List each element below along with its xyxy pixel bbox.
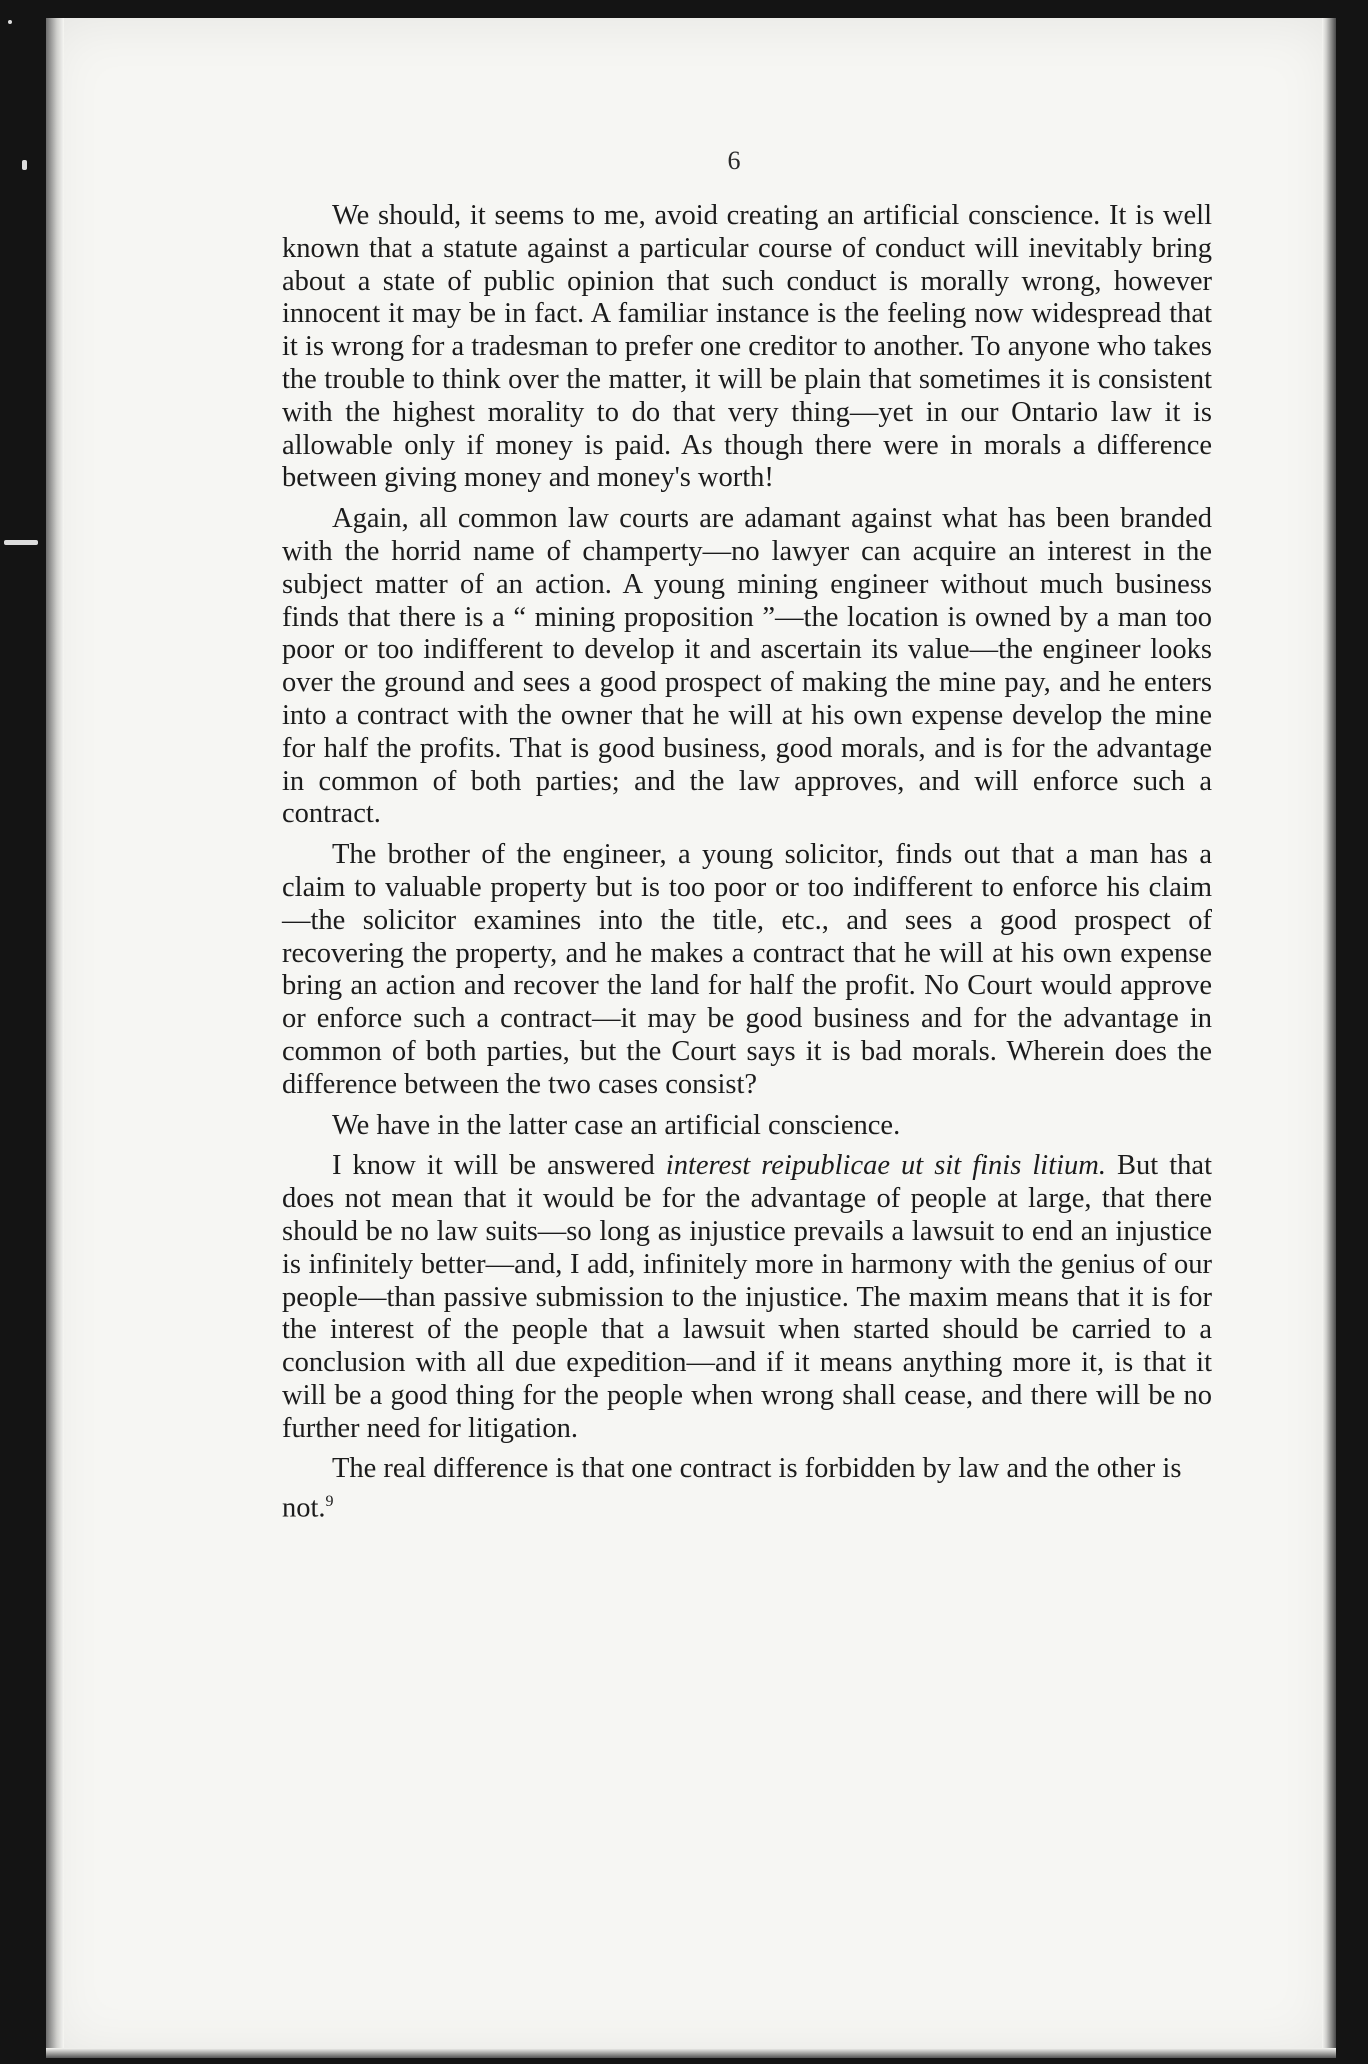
- paragraph: We have in the latter case an artificial conscience.: [332, 1109, 901, 1141]
- paragraph: [282, 1453, 1212, 1525]
- page-edge-right: [1322, 18, 1336, 2058]
- scan-speck: [4, 540, 38, 545]
- scan-speck: [22, 160, 27, 170]
- document-page: [46, 18, 1336, 2058]
- paragraph-lead: I know it will be answered: [332, 1150, 666, 1182]
- latin-maxim: interest reipublicae ut sit finis litium.: [665, 1150, 1106, 1182]
- footnote-marker: 9: [325, 1493, 334, 1511]
- page-number: 6: [727, 146, 741, 175]
- paragraph-rest: But that does not mean that it would be for the advantage of people at large, that there should be no law suits—so long as injustice prevails a lawsuit to end an injustice is infinitely better—and, I add, infinitely more in harmony with the genius of our people—than passive submission to the injustice. The maxim means that it is for the interest of the people that a lawsuit when started should be carried to a conclusion with all due expedition—and if it means anything more it, is that it will be a good thing for the people when wrong shall cease, and there will be no further need for litigation.: [282, 1150, 1212, 1444]
- paragraph: We should, it seems to me, avoid creating an artificial conscience. It is well known that a statute against a particular course of conduct will inevitably bring about a state of public opinion that such conduct is morally wrong, however innocent it may be in fact. A familiar instance is the feeling now widespread that it is wrong for a tradesman to prefer one creditor to another. To anyone who takes the trouble to think over the matter, it will be plain that sometimes it is consistent with the highest morality to do that very thing—yet in our Ontario law it is allowable only if money is paid. As though there were in morals a difference between giving money and money's worth!: [282, 200, 1212, 494]
- paragraph-with-latin-maxim: [282, 1150, 1212, 1445]
- scan-speck: [8, 20, 12, 24]
- body-text: [282, 200, 1212, 1534]
- page-edge-left: [46, 18, 64, 2058]
- paragraph: Again, all common law courts are adamant against what has been branded with the horrid name of champerty—no lawyer can acquire an interest in the subject matter of an action. A young mining engineer without much business finds that there is a “ mining proposition ”—the location is owned by a man too poor or too indifferent to develop it and ascertain its value—the engineer looks over the ground and sees a good prospect of making the mine pay, and he enters into a contract with the owner that he will at his own expense develop the mine for half the profits. That is good business, good morals, and is for the advantage in common of both parties; and the law approves, and will enforce such a contract.: [282, 503, 1212, 830]
- paragraph: The brother of the engineer, a young solicitor, finds out that a man has a claim to valuable property but is too poor or too indifferent to enforce his claim—the solicitor examines into the title, etc., and sees a good prospect of recovering the property, and he makes a contract that he will at his own expense bring an action and recover the land for half the profit. No Court would approve or enforce such a contract—it may be good business and for the advantage in common of both parties, but the Court says it is bad morals. Wherein does the difference between the two cases consist?: [282, 839, 1212, 1100]
- paragraph-text: The real difference is that one contract is forbidden by law and the other is not.: [282, 1453, 1182, 1524]
- page-edge-bottom: [46, 2048, 1336, 2058]
